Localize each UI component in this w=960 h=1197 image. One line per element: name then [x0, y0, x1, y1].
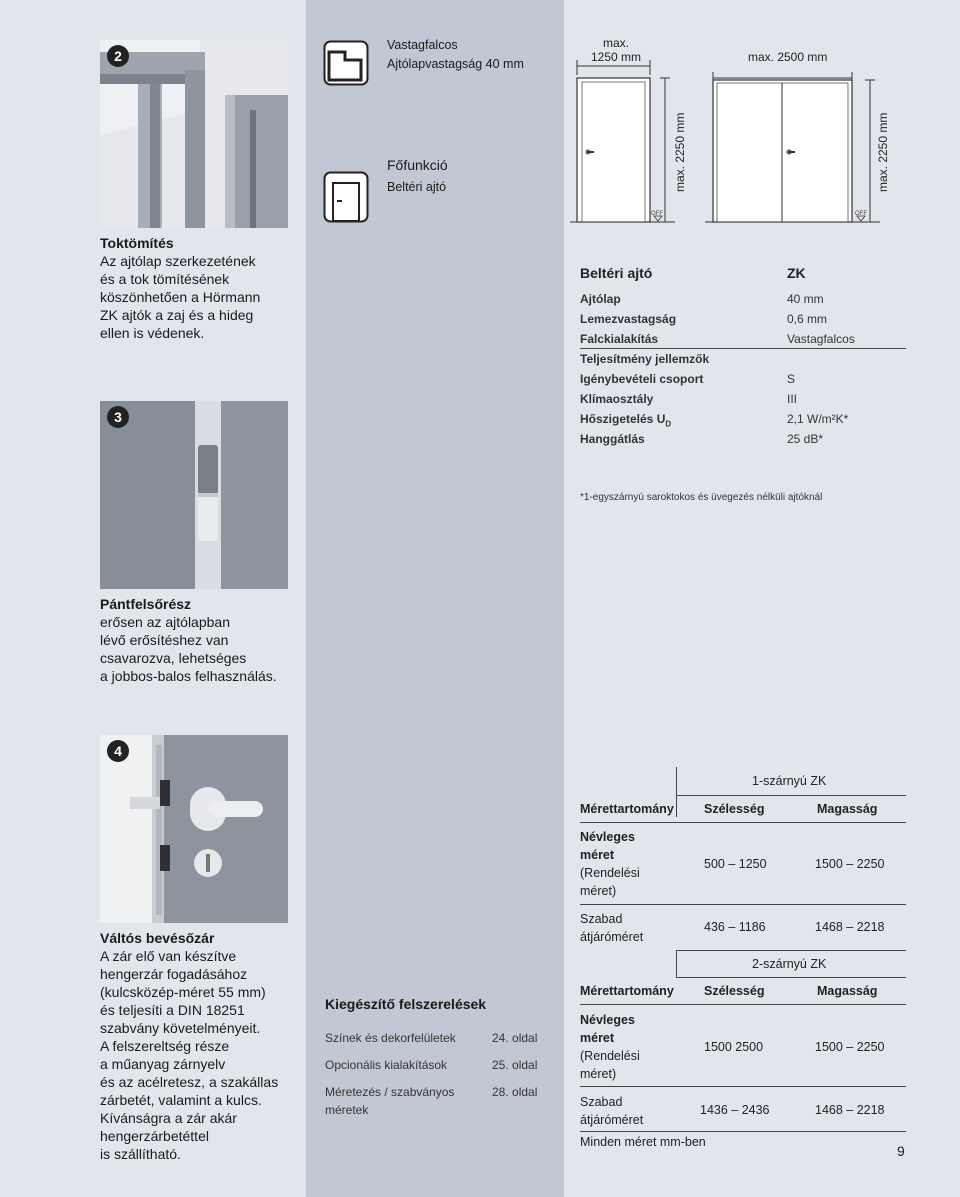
table-divider — [580, 1004, 906, 1005]
single-table-title: 1-szárnyú ZK — [752, 774, 827, 788]
spec-header-right: ZK — [787, 265, 806, 281]
single-width-label — [588, 36, 644, 64]
caption-line: is szállítható. — [100, 1146, 181, 1162]
table-vertical-divider — [676, 950, 677, 978]
caption-title: Pántfelsőrész — [100, 596, 192, 612]
width-value: 500 – 1250 — [704, 857, 767, 871]
dimension-note: Minden méret mm-ben — [580, 1135, 706, 1149]
table-header: Szélesség — [704, 802, 765, 816]
spec-value: 40 mm — [787, 292, 824, 306]
row-label-line: (Rendelési — [580, 866, 640, 880]
spec-label: Igénybevételi csoport — [580, 372, 704, 386]
extras-item-page: 25. oldal — [492, 1058, 538, 1072]
width-value: 436 – 1186 — [704, 920, 766, 934]
mortise-lock-photo — [100, 735, 288, 923]
extras-item-label: Méretezés / szabványos — [325, 1085, 455, 1099]
double-table-title: 2-szárnyú ZK — [752, 957, 827, 971]
frame-seal-illustration — [100, 40, 288, 228]
spec-footnote: *1-egyszárnyú saroktokos és üvegezés nélküli ajtóknál — [580, 492, 823, 503]
table-vertical-divider — [676, 767, 677, 817]
table-header: Magasság — [817, 984, 878, 998]
row-label-line: Névleges — [580, 1013, 635, 1027]
table-header: Mérettartomány — [580, 984, 674, 998]
caption-line: erősen az ajtólapban — [100, 614, 230, 630]
caption-line: ZK ajtók a zaj és a hideg — [100, 307, 254, 323]
row-label — [580, 1093, 643, 1129]
caption-line: A zár elő van készítve — [100, 948, 237, 964]
row-label — [580, 828, 640, 900]
spec-label: Lemezvastagság — [580, 312, 677, 326]
caption-line: zárbetét, valamint a kulcs. — [100, 1092, 262, 1108]
spec-label: Falckialakítás — [580, 332, 659, 346]
double-door-drawing — [705, 72, 880, 222]
row-label-line: Szabad — [580, 1095, 623, 1109]
caption-line: és teljesíti a DIN 18251 — [100, 1002, 245, 1018]
table-header: Magasság — [817, 802, 878, 816]
frame-seal-caption — [100, 234, 260, 342]
row-label-line: átjáróméret — [580, 930, 644, 944]
spec-label: Hanggátlás — [580, 432, 645, 446]
caption-line: lévő erősítéshez van — [100, 632, 229, 648]
spec-divider — [580, 348, 906, 349]
table-divider — [676, 795, 906, 796]
spec-header-left: Beltéri ajtó — [580, 265, 653, 281]
row-label-line: (Rendelési — [580, 1049, 640, 1063]
spec-value: 25 dB* — [787, 432, 824, 446]
table-divider — [580, 1086, 906, 1087]
photo-number-badge: 4 — [107, 740, 129, 762]
lock-caption — [100, 929, 278, 1163]
caption-line: a műanyag zárnyelv — [100, 1056, 226, 1072]
caption-line: hengerzár fogadásához — [100, 966, 248, 982]
hinge-caption — [100, 595, 277, 685]
extras-item-page: 24. oldal — [492, 1031, 538, 1045]
extras-item-label: Opcionális kialakítások — [325, 1058, 448, 1072]
caption-title: Toktömítés — [100, 235, 174, 251]
caption-title: Váltós bevésőzár — [100, 930, 215, 946]
photo-number-badge: 3 — [107, 406, 129, 428]
door-icon — [323, 171, 369, 223]
row-label-line: átjáróméret — [580, 1113, 644, 1127]
row-label — [580, 910, 643, 946]
feature-subtitle: Beltéri ajtó — [387, 180, 447, 194]
height-value: 1500 – 2250 — [815, 857, 885, 871]
spec-label: Ajtólap — [580, 292, 621, 306]
caption-line: köszönhetően a Hörmann — [100, 289, 261, 305]
feature-title: Főfunkció — [387, 157, 448, 173]
double-width-label: max. 2500 mm — [748, 50, 828, 64]
caption-line: Az ajtólap szerkezetének — [100, 253, 256, 269]
width-value: 1436 – 2436 — [700, 1103, 770, 1117]
caption-line: ellen is védenek. — [100, 325, 205, 341]
height-value: 1468 – 2218 — [815, 920, 885, 934]
spec-value: S — [787, 372, 796, 386]
row-label-line: méret — [580, 1031, 615, 1045]
caption-line: hengerzárbetéttel — [100, 1128, 209, 1144]
floor-label: OFF — [651, 211, 663, 217]
rebate-profile-icon — [323, 40, 369, 86]
single-door-drawing — [570, 60, 675, 222]
caption-line: Kívánságra a zár akár — [100, 1110, 237, 1126]
table-divider — [580, 1131, 906, 1132]
spec-label: Klímaosztály — [580, 392, 654, 406]
caption-line: A felszereltség része — [100, 1038, 230, 1054]
row-label-line: Névleges — [580, 830, 635, 844]
spec-value: 0,6 mm — [787, 312, 828, 326]
table-divider — [676, 977, 906, 978]
feature-subtitle: Ajtólapvastagság 40 mm — [387, 57, 524, 71]
row-label-line: méret) — [580, 884, 617, 898]
feature-title: Vastagfalcos — [387, 38, 458, 52]
spec-value: Vastagfalcos — [787, 332, 855, 346]
table-header: Mérettartomány — [580, 802, 674, 816]
row-label-line: méret) — [580, 1067, 617, 1081]
caption-line: csavarozva, lehetséges — [100, 650, 247, 666]
width-value: 1500 2500 — [704, 1040, 764, 1054]
page-number: 9 — [897, 1143, 905, 1159]
caption-line: és az acélretesz, a szakállas — [100, 1074, 279, 1090]
floor-label: OFF — [855, 211, 867, 217]
extras-item-label: méretek — [325, 1103, 369, 1117]
row-label — [580, 1011, 640, 1083]
lock-illustration — [100, 735, 288, 923]
photo-number-badge: 2 — [107, 45, 129, 67]
spec-value: III — [787, 392, 798, 406]
spec-label-subscript: D — [665, 419, 672, 429]
spec-label — [580, 412, 671, 428]
spec-value: 2,1 W/m²K* — [787, 412, 849, 426]
row-label-line: méret — [580, 848, 615, 862]
extras-heading: Kiegészítő felszerelések — [325, 996, 487, 1012]
caption-line: a jobbos-balos felhasználás. — [100, 668, 277, 684]
caption-line: szabvány követelményeit. — [100, 1020, 261, 1036]
table-divider — [580, 822, 906, 823]
single-height-label: max. 2250 mm — [673, 112, 687, 192]
dim-line: 1250 mm — [590, 50, 642, 64]
height-value: 1468 – 2218 — [815, 1103, 885, 1117]
height-value: 1500 – 2250 — [815, 1040, 885, 1054]
extras-item-page: 28. oldal — [492, 1085, 538, 1099]
spec-label: Teljesítmény jellemzők — [580, 352, 710, 366]
spec-label-text: Hőszigetelés U — [580, 412, 666, 426]
row-label-line: Szabad — [580, 912, 623, 926]
dim-line: max. — [602, 36, 629, 50]
table-header: Szélesség — [704, 984, 765, 998]
table-divider — [580, 904, 906, 905]
frame-seal-photo — [100, 40, 288, 228]
caption-line: (kulcsközép-méret 55 mm) — [100, 984, 266, 1000]
double-height-label: max. 2250 mm — [876, 112, 890, 192]
caption-line: és a tok tömítésének — [100, 271, 230, 287]
hinge-illustration — [100, 401, 288, 589]
table-divider — [676, 950, 906, 951]
extras-item-label: Színek és dekorfelületek — [325, 1031, 456, 1045]
hinge-photo — [100, 401, 288, 589]
